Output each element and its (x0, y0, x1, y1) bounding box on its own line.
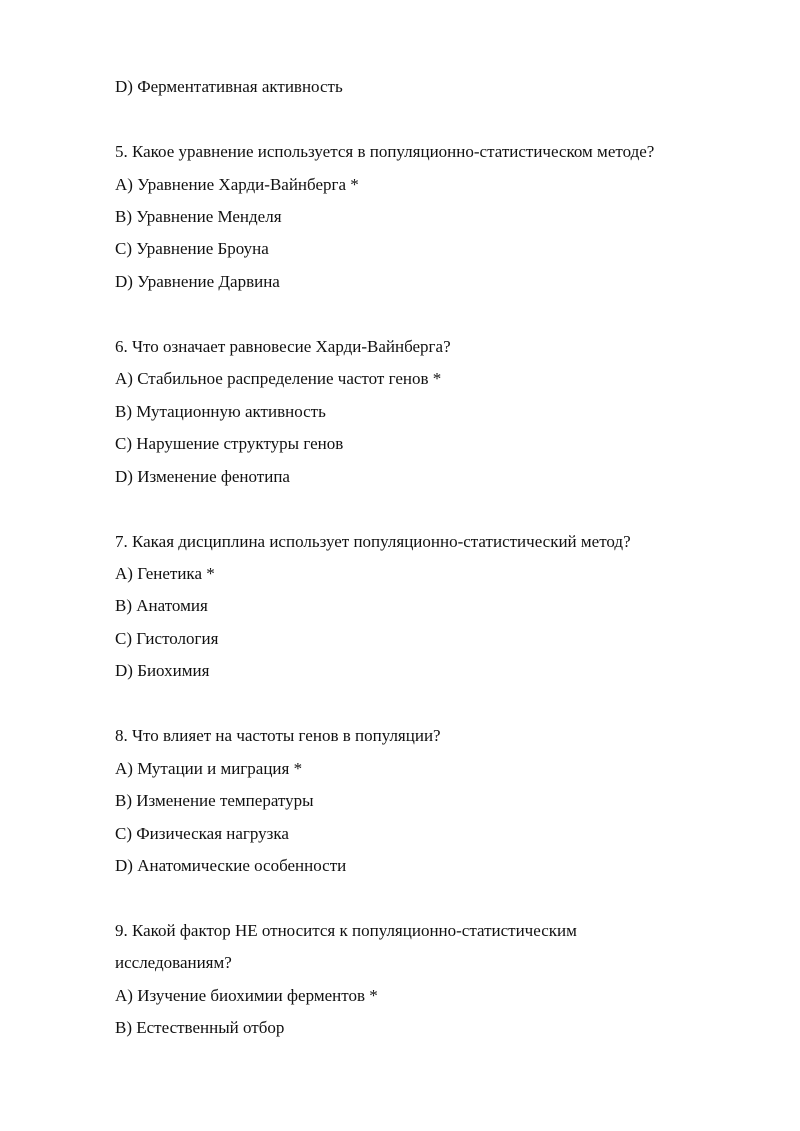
question-5: 5. Какое уравнение используется в популяционно-статистическом методе? (115, 142, 655, 161)
option-8b: B) Изменение температуры (115, 791, 314, 810)
option-8a: A) Мутации и миграция * (115, 759, 303, 778)
option-5a: A) Уравнение Харди-Вайнберга * (115, 175, 359, 194)
option-6a: A) Стабильное распределение частот генов * (115, 369, 442, 388)
option-8c: C) Физическая нагрузка (115, 824, 289, 843)
option-9a: A) Изучение биохимии ферментов * (115, 986, 378, 1005)
option-9b: B) Естественный отбор (115, 1018, 285, 1037)
question-9: 9. Какой фактор НЕ относится к популяционно-статистическим (115, 921, 577, 940)
question-8: 8. Что влияет на частоты генов в популяции? (115, 726, 441, 745)
option-7c: C) Гистология (115, 629, 219, 648)
question-6: 6. Что означает равновесие Харди-Вайнберга? (115, 337, 451, 356)
option-6b: B) Мутационную активность (115, 402, 326, 421)
option-6d: D) Изменение фенотипа (115, 467, 290, 486)
option-5d: D) Уравнение Дарвина (115, 272, 280, 291)
option-7a: A) Генетика * (115, 564, 215, 583)
question-9-cont: исследованиям? (115, 953, 232, 972)
option-7d: D) Биохимия (115, 661, 210, 680)
option-6c: C) Нарушение структуры генов (115, 434, 344, 453)
option-5c: C) Уравнение Броуна (115, 239, 269, 258)
option-5b: B) Уравнение Менделя (115, 207, 282, 226)
option-8d: D) Анатомические особенности (115, 856, 347, 875)
option-4d: D) Ферментативная активность (115, 77, 343, 96)
question-7: 7. Какая дисциплина использует популяционно-статистический метод? (115, 532, 631, 551)
option-7b: B) Анатомия (115, 596, 208, 615)
